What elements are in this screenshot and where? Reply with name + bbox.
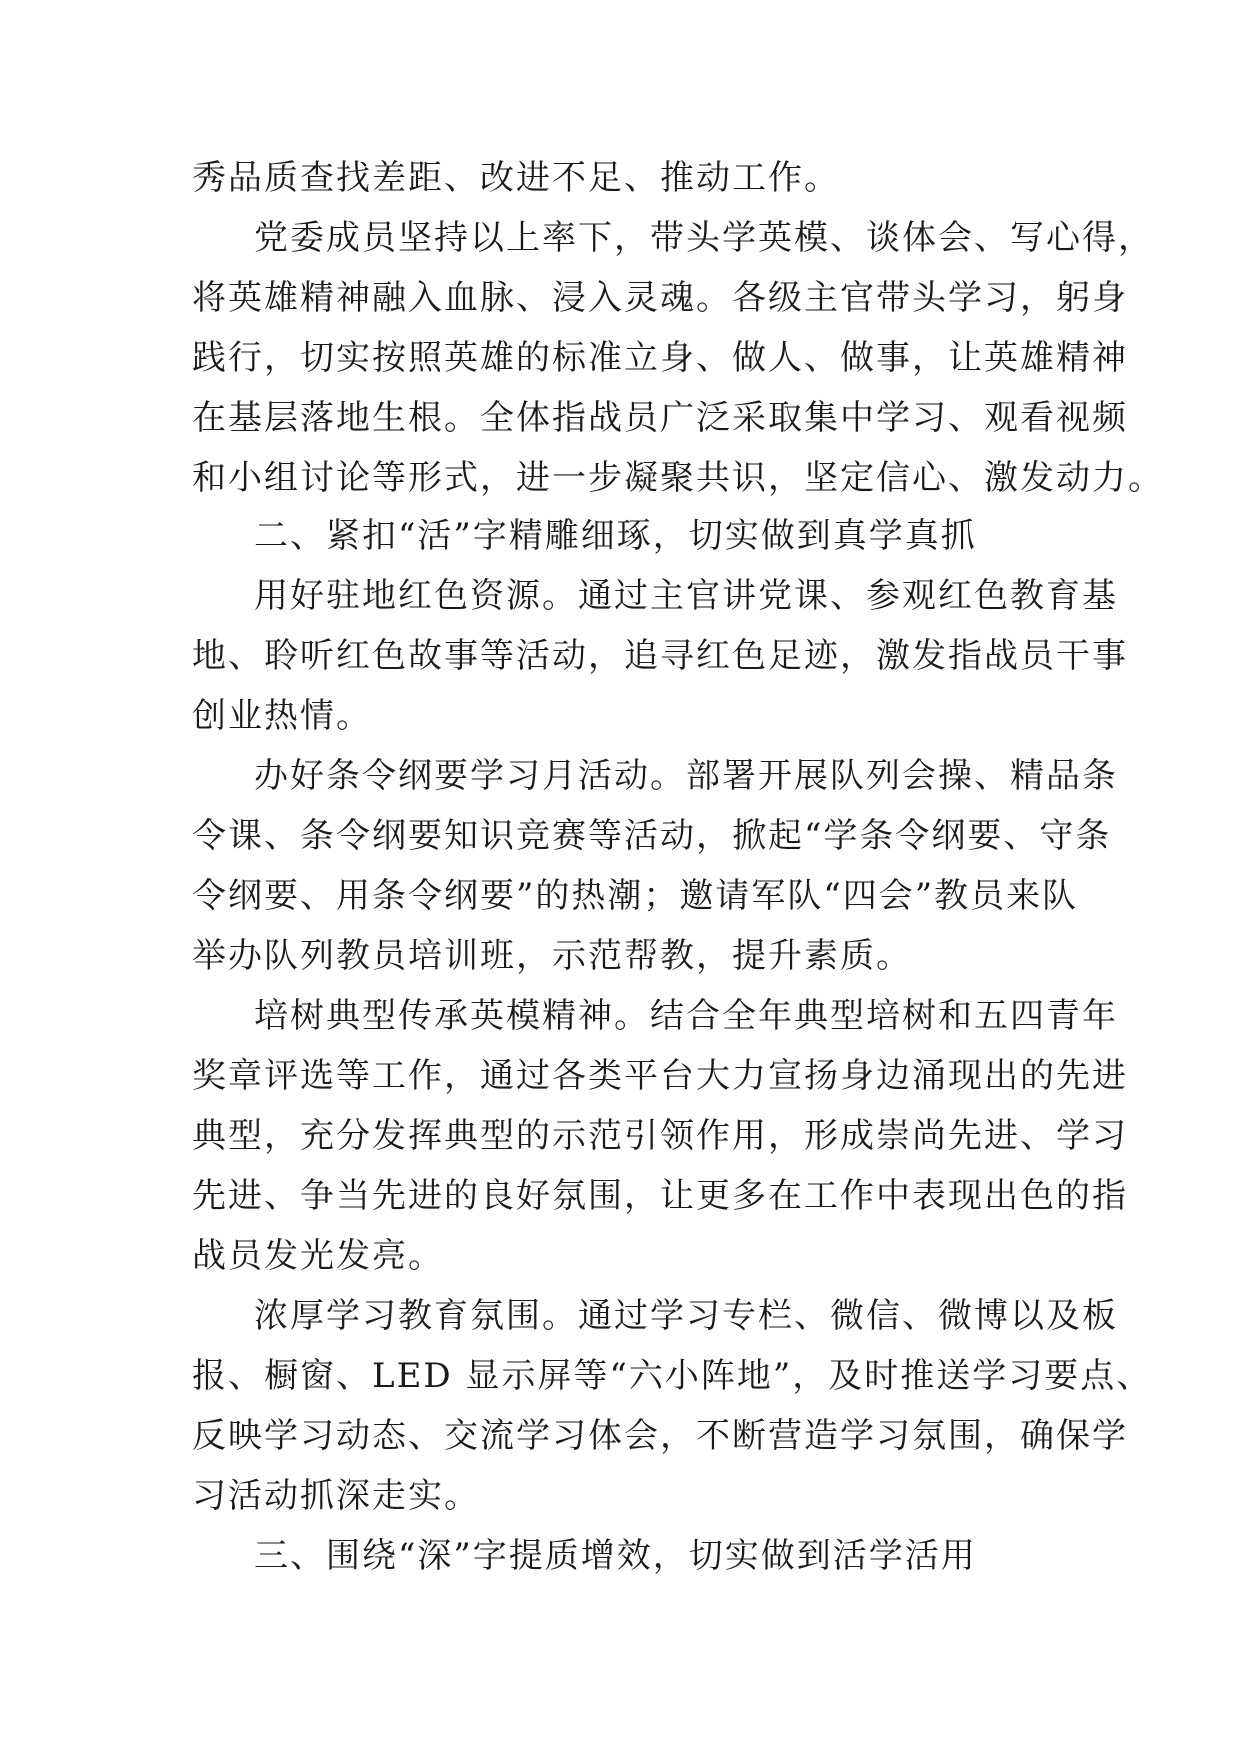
section-heading: 二、紧扣“活”字精雕细琢，切实做到真学真抓 [254,516,977,556]
paragraph-line: 党委成员坚持以上率下，带头学英模、谈体会、写心得， [254,218,1154,258]
paragraph-line: 培树典型传承英模精神。结合全年典型培树和五四青年 [254,996,1118,1036]
paragraph-line: 令课、条令纲要知识竞赛等活动，掀起“学条令纲要、守条 [192,816,1112,856]
paragraph-line: 反映学习动态、交流学习体会，不断营造学习氛围，确保学 [192,1416,1128,1456]
paragraph-line: 在基层落地生根。全体指战员广泛采取集中学习、观看视频 [192,398,1128,438]
section-heading: 三、围绕“深”字提质增效，切实做到活学活用 [254,1536,977,1576]
paragraph-line: 先进、争当先进的良好氛围，让更多在工作中表现出色的指 [192,1176,1128,1216]
paragraph-line: 奖章评选等工作，通过各类平台大力宣扬身边涌现出的先进 [192,1056,1128,1096]
paragraph-line: 将英雄精神融入血脉、浸入灵魂。各级主官带头学习，躬身 [192,278,1128,318]
paragraph-line: 令纲要、用条令纲要”的热潮；邀请军队“四会”教员来队 [192,876,1079,916]
paragraph-line: 地、聆听红色故事等活动，追寻红色足迹，激发指战员干事 [192,636,1128,676]
paragraph-line: 浓厚学习教育氛围。通过学习专栏、微信、微博以及板 [254,1296,1118,1336]
paragraph-line: 战员发光发亮。 [192,1236,444,1276]
paragraph-line: 践行，切实按照英雄的标准立身、做人、做事，让英雄精神 [192,338,1128,378]
paragraph-line: 举办队列教员培训班，示范帮教，提升素质。 [192,936,912,976]
paragraph-line: 秀品质查找差距、改进不足、推动工作。 [192,158,840,198]
paragraph-line: 和小组讨论等形式，进一步凝聚共识，坚定信心、激发动力。 [192,458,1164,498]
paragraph-line: 创业热情。 [192,696,372,736]
paragraph-line: 用好驻地红色资源。通过主官讲党课、参观红色教育基 [254,576,1118,616]
paragraph-line: 典型，充分发挥典型的示范引领作用，形成崇尚先进、学习 [192,1116,1128,1156]
paragraph-line: 报、橱窗、LED 显示屏等“六小阵地”，及时推送学习要点、 [192,1356,1153,1396]
paragraph-line: 办好条令纲要学习月活动。部署开展队列会操、精品条 [254,756,1118,796]
paragraph-line: 习活动抓深走实。 [192,1476,480,1516]
